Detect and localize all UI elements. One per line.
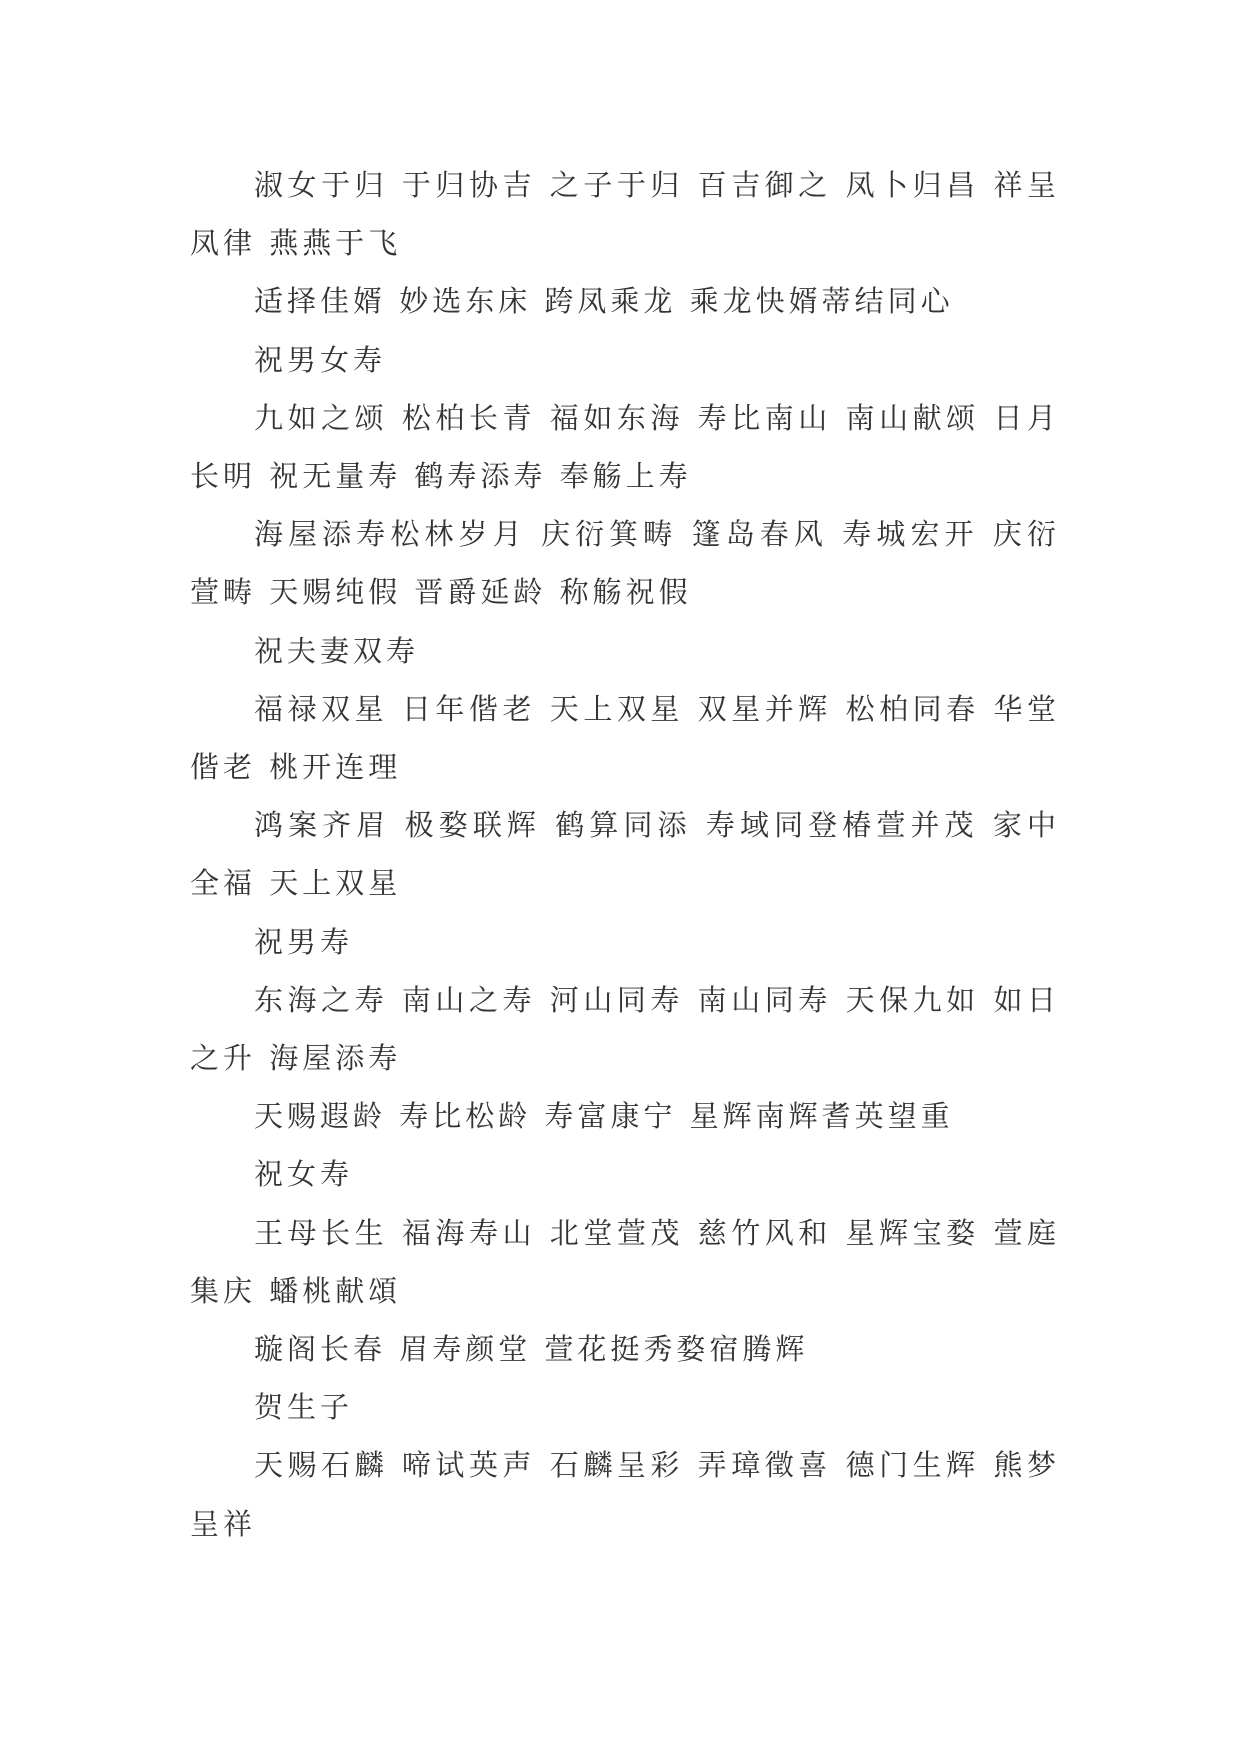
paragraph-1: 淑女于归 于归协吉 之子于归 百吉御之 凤卜归昌 祥呈凤律 燕燕于飞 <box>190 168 1060 261</box>
paragraph-3: 九如之颂 松柏长青 福如东海 寿比南山 南山献颂 日月长明 祝无量寿 鹤寿添寿 奉觞上寿 <box>190 400 1060 494</box>
paragraph-2: 适择佳婿 妙选东床 跨凤乘龙 乘龙快婿蒂结同心 <box>254 284 954 319</box>
section-heading-men-women-longevity: 祝男女寿 <box>254 342 387 377</box>
paragraph-8: 天赐遐龄 寿比松龄 寿富康宁 星辉南辉耆英望重 <box>254 1099 954 1134</box>
paragraph-5: 福禄双星 日年偕老 天上双星 双星并辉 松柏同春 华堂偕老 桃开连理 <box>190 691 1060 785</box>
paragraph-10: 璇阁长春 眉寿颜堂 萱花挺秀婺宿腾辉 <box>254 1332 809 1367</box>
paragraph-7: 东海之寿 南山之寿 河山同寿 南山同寿 天保九如 如日之升 海屋添寿 <box>190 982 1060 1076</box>
section-heading-birth-congratulations: 贺生子 <box>254 1390 354 1425</box>
section-heading-men-longevity: 祝男寿 <box>254 924 354 959</box>
paragraph-6: 鸿案齐眉 极婺联辉 鹤算同添 寿域同登椿萱并茂 家中全福 天上双星 <box>190 808 1060 901</box>
document-body <box>190 156 1060 1553</box>
paragraph-11: 天赐石麟 啼试英声 石麟呈彩 弄璋徵喜 德门生辉 熊梦呈祥 <box>190 1448 1060 1541</box>
paragraph-4: 海屋添寿松林岁月 庆衍箕畴 篷岛春风 寿城宏开 庆衍萱畴 天赐纯假 晋爵延龄 称觞祝假 <box>190 517 1060 610</box>
paragraph-9: 王母长生 福海寿山 北堂萱茂 慈竹风和 星辉宝婺 萱庭集庆 蟠桃献頌 <box>190 1215 1060 1308</box>
section-heading-women-longevity: 祝女寿 <box>254 1157 354 1192</box>
section-heading-couple-longevity: 祝夫妻双寿 <box>254 633 420 668</box>
